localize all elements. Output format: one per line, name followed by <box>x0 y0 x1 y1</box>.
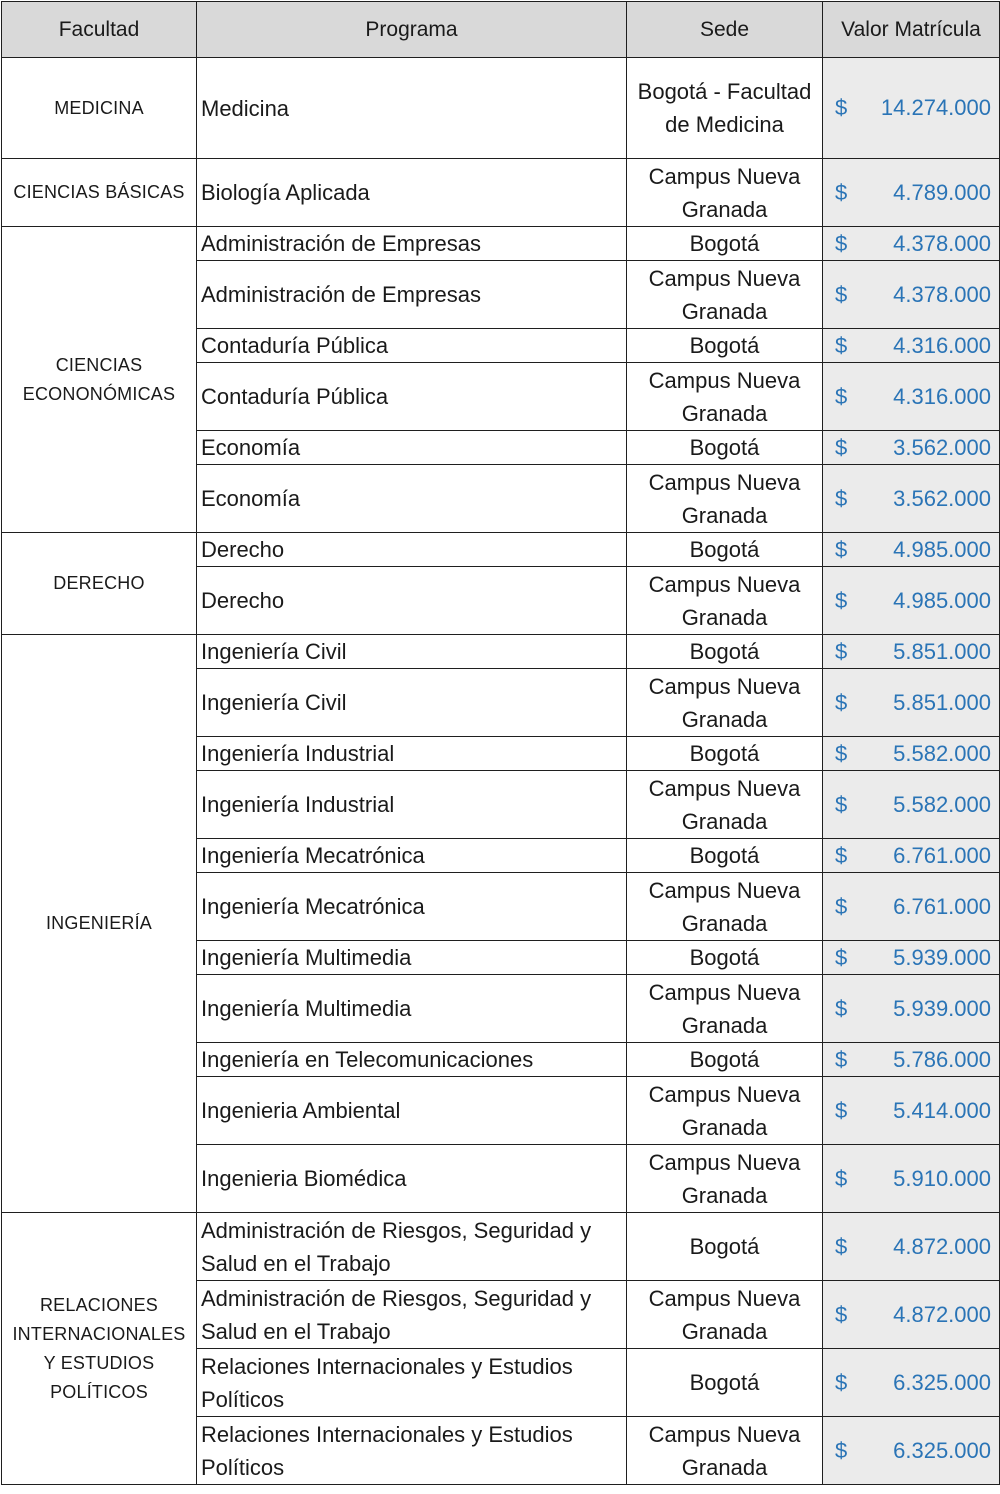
table-row <box>2 159 1000 227</box>
sede-cell: Campus Nueva Granada <box>627 873 823 941</box>
valor-amount: 5.939.000 <box>893 995 991 1021</box>
programa-cell: Derecho <box>197 533 627 567</box>
valor-amount: 5.851.000 <box>893 689 991 715</box>
valor-amount: 5.786.000 <box>893 1046 991 1072</box>
header-programa: Programa <box>197 2 627 58</box>
sede-cell: Bogotá <box>627 737 823 771</box>
valor-cell <box>823 261 1000 329</box>
sede-cell: Campus Nueva Granada <box>627 1281 823 1349</box>
valor-cell <box>823 873 1000 941</box>
valor-cell <box>823 1349 1000 1417</box>
currency-symbol: $ <box>835 995 848 1021</box>
header-sede: Sede <box>627 2 823 58</box>
valor-cell <box>823 635 1000 669</box>
valor-cell <box>823 1281 1000 1349</box>
valor-cell <box>823 533 1000 567</box>
table-body <box>2 58 1000 1485</box>
programa-cell: Ingenieria Biomédica <box>197 1145 627 1213</box>
currency-symbol: $ <box>835 434 848 460</box>
currency-symbol: $ <box>835 1301 848 1327</box>
facultad-cell: DERECHO <box>2 533 197 635</box>
table-row <box>2 1213 1000 1281</box>
valor-amount: 4.378.000 <box>893 230 991 256</box>
sede-cell: Campus Nueva Granada <box>627 567 823 635</box>
currency-symbol: $ <box>835 638 848 664</box>
programa-cell: Ingeniería Mecatrónica <box>197 839 627 873</box>
currency-symbol: $ <box>835 893 848 919</box>
programa-cell: Derecho <box>197 567 627 635</box>
programa-cell: Ingeniería en Telecomunicaciones <box>197 1043 627 1077</box>
valor-amount: 6.761.000 <box>893 893 991 919</box>
programa-cell: Ingeniería Multimedia <box>197 975 627 1043</box>
valor-amount: 6.761.000 <box>893 842 991 868</box>
valor-cell <box>823 329 1000 363</box>
valor-amount: 5.414.000 <box>893 1097 991 1123</box>
table-row <box>2 533 1000 567</box>
valor-amount: 14.274.000 <box>880 95 991 120</box>
sede-cell: Campus Nueva Granada <box>627 465 823 533</box>
valor-amount: 4.378.000 <box>893 281 991 307</box>
sede-cell: Campus Nueva Granada <box>627 159 823 227</box>
sede-cell: Bogotá <box>627 431 823 465</box>
currency-symbol: $ <box>835 791 848 817</box>
valor-cell <box>823 227 1000 261</box>
programa-cell: Ingeniería Civil <box>197 669 627 737</box>
sede-cell: Bogotá <box>627 533 823 567</box>
valor-cell <box>823 1417 1000 1485</box>
valor-amount: 4.316.000 <box>893 332 991 358</box>
header-valor: Valor Matrícula <box>823 2 1000 58</box>
facultad-cell: MEDICINA <box>2 58 197 159</box>
table-header <box>2 2 1000 58</box>
sede-cell: Bogotá <box>627 1349 823 1417</box>
valor-amount: 5.851.000 <box>893 638 991 664</box>
valor-amount: 3.562.000 <box>893 485 991 511</box>
sede-cell: Bogotá <box>627 635 823 669</box>
currency-symbol: $ <box>835 1097 848 1123</box>
table-row <box>2 635 1000 669</box>
programa-cell: Administración de Riesgos, Seguridad y Salud en el Trabajo <box>197 1281 627 1349</box>
valor-amount: 4.872.000 <box>893 1301 991 1327</box>
valor-cell <box>823 941 1000 975</box>
valor-cell <box>823 159 1000 227</box>
valor-cell <box>823 58 1000 159</box>
programa-cell: Ingenieria Ambiental <box>197 1077 627 1145</box>
valor-amount: 3.562.000 <box>893 434 991 460</box>
sede-cell: Bogotá <box>627 839 823 873</box>
valor-amount: 6.325.000 <box>893 1437 991 1463</box>
currency-symbol: $ <box>835 281 848 307</box>
currency-symbol: $ <box>835 332 848 358</box>
valor-amount: 4.985.000 <box>893 536 991 562</box>
currency-symbol: $ <box>835 230 848 256</box>
programa-cell: Ingeniería Civil <box>197 635 627 669</box>
currency-symbol: $ <box>835 536 848 562</box>
valor-amount: 4.316.000 <box>893 383 991 409</box>
valor-cell <box>823 1043 1000 1077</box>
programa-cell: Relaciones Internacionales y Estudios Políticos <box>197 1417 627 1485</box>
header-row <box>2 2 1000 58</box>
valor-amount: 4.789.000 <box>893 179 991 205</box>
programa-cell: Ingeniería Multimedia <box>197 941 627 975</box>
programa-cell: Ingeniería Mecatrónica <box>197 873 627 941</box>
sede-cell: Campus Nueva Granada <box>627 975 823 1043</box>
valor-amount: 5.582.000 <box>893 740 991 766</box>
sede-cell: Bogotá <box>627 329 823 363</box>
valor-cell <box>823 431 1000 465</box>
sede-cell: Campus Nueva Granada <box>627 771 823 839</box>
valor-amount: 6.325.000 <box>893 1369 991 1395</box>
currency-symbol: $ <box>835 179 848 205</box>
programa-cell: Relaciones Internacionales y Estudios Políticos <box>197 1349 627 1417</box>
valor-cell <box>823 839 1000 873</box>
programa-cell: Administración de Empresas <box>197 261 627 329</box>
currency-symbol: $ <box>835 689 848 715</box>
sede-cell: Campus Nueva Granada <box>627 1145 823 1213</box>
currency-symbol: $ <box>835 1369 848 1395</box>
programa-cell: Economía <box>197 431 627 465</box>
programa-cell: Administración de Riesgos, Seguridad y Salud en el Trabajo <box>197 1213 627 1281</box>
sede-cell: Bogotá <box>627 227 823 261</box>
tuition-table <box>1 1 1000 1485</box>
programa-cell: Medicina <box>197 58 627 159</box>
valor-cell <box>823 465 1000 533</box>
sede-cell: Campus Nueva Granada <box>627 1077 823 1145</box>
valor-cell <box>823 737 1000 771</box>
currency-symbol: $ <box>835 383 848 409</box>
valor-cell <box>823 567 1000 635</box>
currency-symbol: $ <box>835 1046 848 1072</box>
valor-amount: 5.582.000 <box>893 791 991 817</box>
valor-cell <box>823 363 1000 431</box>
facultad-cell: INGENIERÍA <box>2 635 197 1213</box>
currency-symbol: $ <box>835 1437 848 1463</box>
table-row <box>2 58 1000 159</box>
programa-cell: Contaduría Pública <box>197 329 627 363</box>
valor-cell <box>823 1213 1000 1281</box>
currency-symbol: $ <box>835 485 848 511</box>
currency-symbol: $ <box>835 1233 848 1259</box>
currency-symbol: $ <box>835 95 848 120</box>
valor-cell <box>823 975 1000 1043</box>
sede-cell: Campus Nueva Granada <box>627 669 823 737</box>
valor-amount: 5.910.000 <box>893 1165 991 1191</box>
currency-symbol: $ <box>835 944 848 970</box>
sede-cell: Campus Nueva Granada <box>627 363 823 431</box>
sede-cell: Bogotá - Facultad de Medicina <box>627 58 823 159</box>
programa-cell: Biología Aplicada <box>197 159 627 227</box>
header-facultad: Facultad <box>2 2 197 58</box>
programa-cell: Economía <box>197 465 627 533</box>
programa-cell: Ingeniería Industrial <box>197 771 627 839</box>
currency-symbol: $ <box>835 842 848 868</box>
sede-cell: Campus Nueva Granada <box>627 261 823 329</box>
valor-cell <box>823 1145 1000 1213</box>
sede-cell: Bogotá <box>627 941 823 975</box>
facultad-cell: CIENCIAS ECONONÓMICAS <box>2 227 197 533</box>
programa-cell: Ingeniería Industrial <box>197 737 627 771</box>
valor-amount: 5.939.000 <box>893 944 991 970</box>
currency-symbol: $ <box>835 740 848 766</box>
valor-cell <box>823 771 1000 839</box>
valor-cell <box>823 669 1000 737</box>
valor-amount: 4.872.000 <box>893 1233 991 1259</box>
programa-cell: Administración de Empresas <box>197 227 627 261</box>
sede-cell: Bogotá <box>627 1043 823 1077</box>
currency-symbol: $ <box>835 1165 848 1191</box>
sede-cell: Bogotá <box>627 1213 823 1281</box>
facultad-cell: RELACIONES INTERNACIONALES Y ESTUDIOS POLÍTICOS <box>2 1213 197 1485</box>
sede-cell: Campus Nueva Granada <box>627 1417 823 1485</box>
valor-amount: 4.985.000 <box>893 587 991 613</box>
valor-cell <box>823 1077 1000 1145</box>
programa-cell: Contaduría Pública <box>197 363 627 431</box>
currency-symbol: $ <box>835 587 848 613</box>
facultad-cell: CIENCIAS BÁSICAS <box>2 159 197 227</box>
table-row <box>2 227 1000 261</box>
